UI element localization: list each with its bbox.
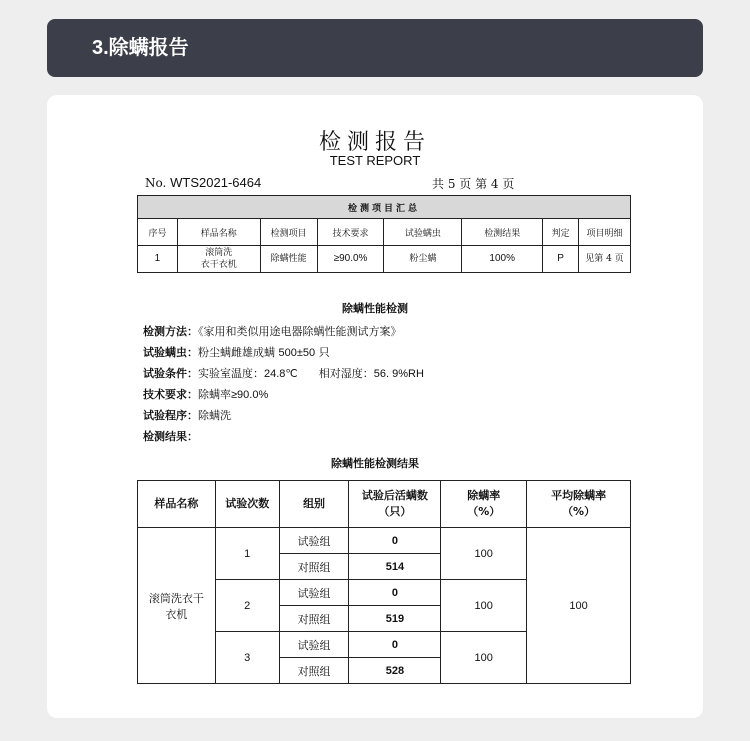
results-header-rate — [441, 481, 527, 528]
summary-cell-mite: 粉尘螨 — [384, 246, 462, 273]
summary-cell-result: 100% — [462, 246, 543, 273]
summary-cell-sample — [177, 246, 260, 273]
info-value: 粉尘螨雌雄成螨 — [198, 346, 275, 359]
info-temp-label: 实验室温度： — [198, 367, 264, 380]
results-cell-trial: 1 — [215, 528, 279, 580]
info-humidity-label: 相对湿度： — [318, 367, 374, 380]
info-line-method — [143, 321, 424, 342]
info-label: 技术要求： — [143, 388, 198, 401]
report-card — [47, 95, 703, 718]
report-number-label: No. — [145, 176, 167, 190]
results-cell-count: 0 — [349, 632, 441, 658]
sample-line: 滚筒洗衣干 — [148, 591, 204, 605]
summary-col-header: 序号 — [138, 219, 178, 246]
results-cell-count: 514 — [349, 554, 441, 580]
summary-data-row — [138, 246, 631, 273]
results-cell-sample — [138, 528, 216, 684]
results-cell-count: 0 — [349, 528, 441, 554]
summary-table-title: 检测项目汇总 — [138, 196, 631, 219]
test-info-block — [143, 321, 424, 447]
section-title-performance: 除螨性能检测 — [342, 302, 408, 315]
results-table-title: 除螨性能检测结果 — [331, 457, 419, 470]
results-header-average — [527, 481, 631, 528]
info-humidity-value: 56. 9%RH — [373, 368, 424, 380]
results-cell-count: 528 — [349, 658, 441, 684]
info-value-number: 500±50 — [278, 347, 316, 359]
summary-cell-detail: 见第 4 页 — [579, 246, 631, 273]
results-cell-count: 519 — [349, 606, 441, 632]
results-header-trial: 试验次数 — [215, 481, 279, 528]
header-line: 试验后活螨数 — [361, 489, 428, 502]
results-header-row — [138, 481, 631, 528]
summary-sample-line: 滚筒洗 — [205, 248, 233, 258]
info-value: 《家用和类似用途电器除螨性能测试方案》 — [198, 325, 402, 338]
info-line-conditions — [143, 363, 424, 384]
summary-header-row — [138, 219, 631, 246]
summary-sample-line: 衣干衣机 — [200, 260, 237, 270]
summary-cell-index: 1 — [138, 246, 178, 273]
info-value: 除螨率 — [198, 388, 231, 401]
report-number — [145, 175, 261, 190]
info-label: 试验螨虫： — [143, 346, 198, 359]
info-label: 检测结果： — [143, 430, 198, 443]
results-cell-group: 对照组 — [279, 606, 349, 632]
results-cell-group: 试验组 — [279, 580, 349, 606]
results-cell-average: 100 — [527, 528, 631, 684]
test-report-document — [47, 95, 703, 718]
summary-col-header: 检测项目 — [260, 219, 317, 246]
results-cell-group: 对照组 — [279, 658, 349, 684]
summary-title-row — [138, 196, 631, 219]
results-cell-rate: 100 — [441, 528, 527, 580]
info-label: 试验条件： — [143, 367, 198, 380]
section-header-banner — [47, 19, 703, 77]
summary-col-header: 技术要求 — [317, 219, 384, 246]
results-row — [138, 528, 631, 554]
report-title-en: TEST REPORT — [329, 153, 421, 168]
summary-table — [137, 195, 631, 273]
results-header-count — [349, 481, 441, 528]
report-title-cn: 检测报告 — [318, 130, 431, 155]
results-table — [137, 480, 631, 684]
info-label: 检测方法： — [143, 325, 198, 338]
results-cell-group: 试验组 — [279, 632, 349, 658]
info-label: 试验程序： — [143, 409, 198, 422]
info-temp-value: 24.8℃ — [264, 368, 298, 380]
results-header-group: 组别 — [279, 481, 349, 528]
info-value-number: ≥90.0% — [231, 389, 269, 401]
results-cell-count: 0 — [349, 580, 441, 606]
results-cell-group: 对照组 — [279, 554, 349, 580]
section-header-title: 3.除螨报告 — [92, 37, 189, 59]
header-line: （%） — [562, 505, 596, 518]
summary-col-header: 试验螨虫 — [384, 219, 462, 246]
info-line-requirement — [143, 384, 424, 405]
results-cell-trial: 2 — [215, 580, 279, 632]
sample-line: 衣机 — [165, 607, 188, 621]
info-line-result — [143, 426, 424, 447]
summary-cell-item: 除螨性能 — [260, 246, 317, 273]
summary-col-header: 检测结果 — [462, 219, 543, 246]
header-line: （%） — [467, 505, 501, 518]
results-cell-trial: 3 — [215, 632, 279, 684]
results-header-sample: 样品名称 — [138, 481, 216, 528]
summary-col-header: 判定 — [543, 219, 579, 246]
results-cell-rate: 100 — [441, 580, 527, 632]
summary-col-header: 项目明细 — [579, 219, 631, 246]
info-line-procedure — [143, 405, 424, 426]
summary-cell-judgement: P — [543, 246, 579, 273]
info-value-unit: 只 — [318, 346, 330, 359]
results-cell-group: 试验组 — [279, 528, 349, 554]
report-number-value: WTS2021-6464 — [170, 175, 262, 190]
summary-cell-requirement: ≥90.0% — [317, 246, 384, 273]
summary-col-header: 样品名称 — [177, 219, 260, 246]
info-value: 除螨洗 — [198, 409, 231, 422]
header-line: （只） — [378, 505, 412, 518]
page-indicator: 共 5 页 第 4 页 — [432, 177, 515, 191]
results-cell-rate: 100 — [441, 632, 527, 684]
header-line: 平均除螨率 — [551, 489, 607, 502]
info-line-mite — [143, 342, 424, 363]
header-line: 除螨率 — [467, 489, 501, 502]
